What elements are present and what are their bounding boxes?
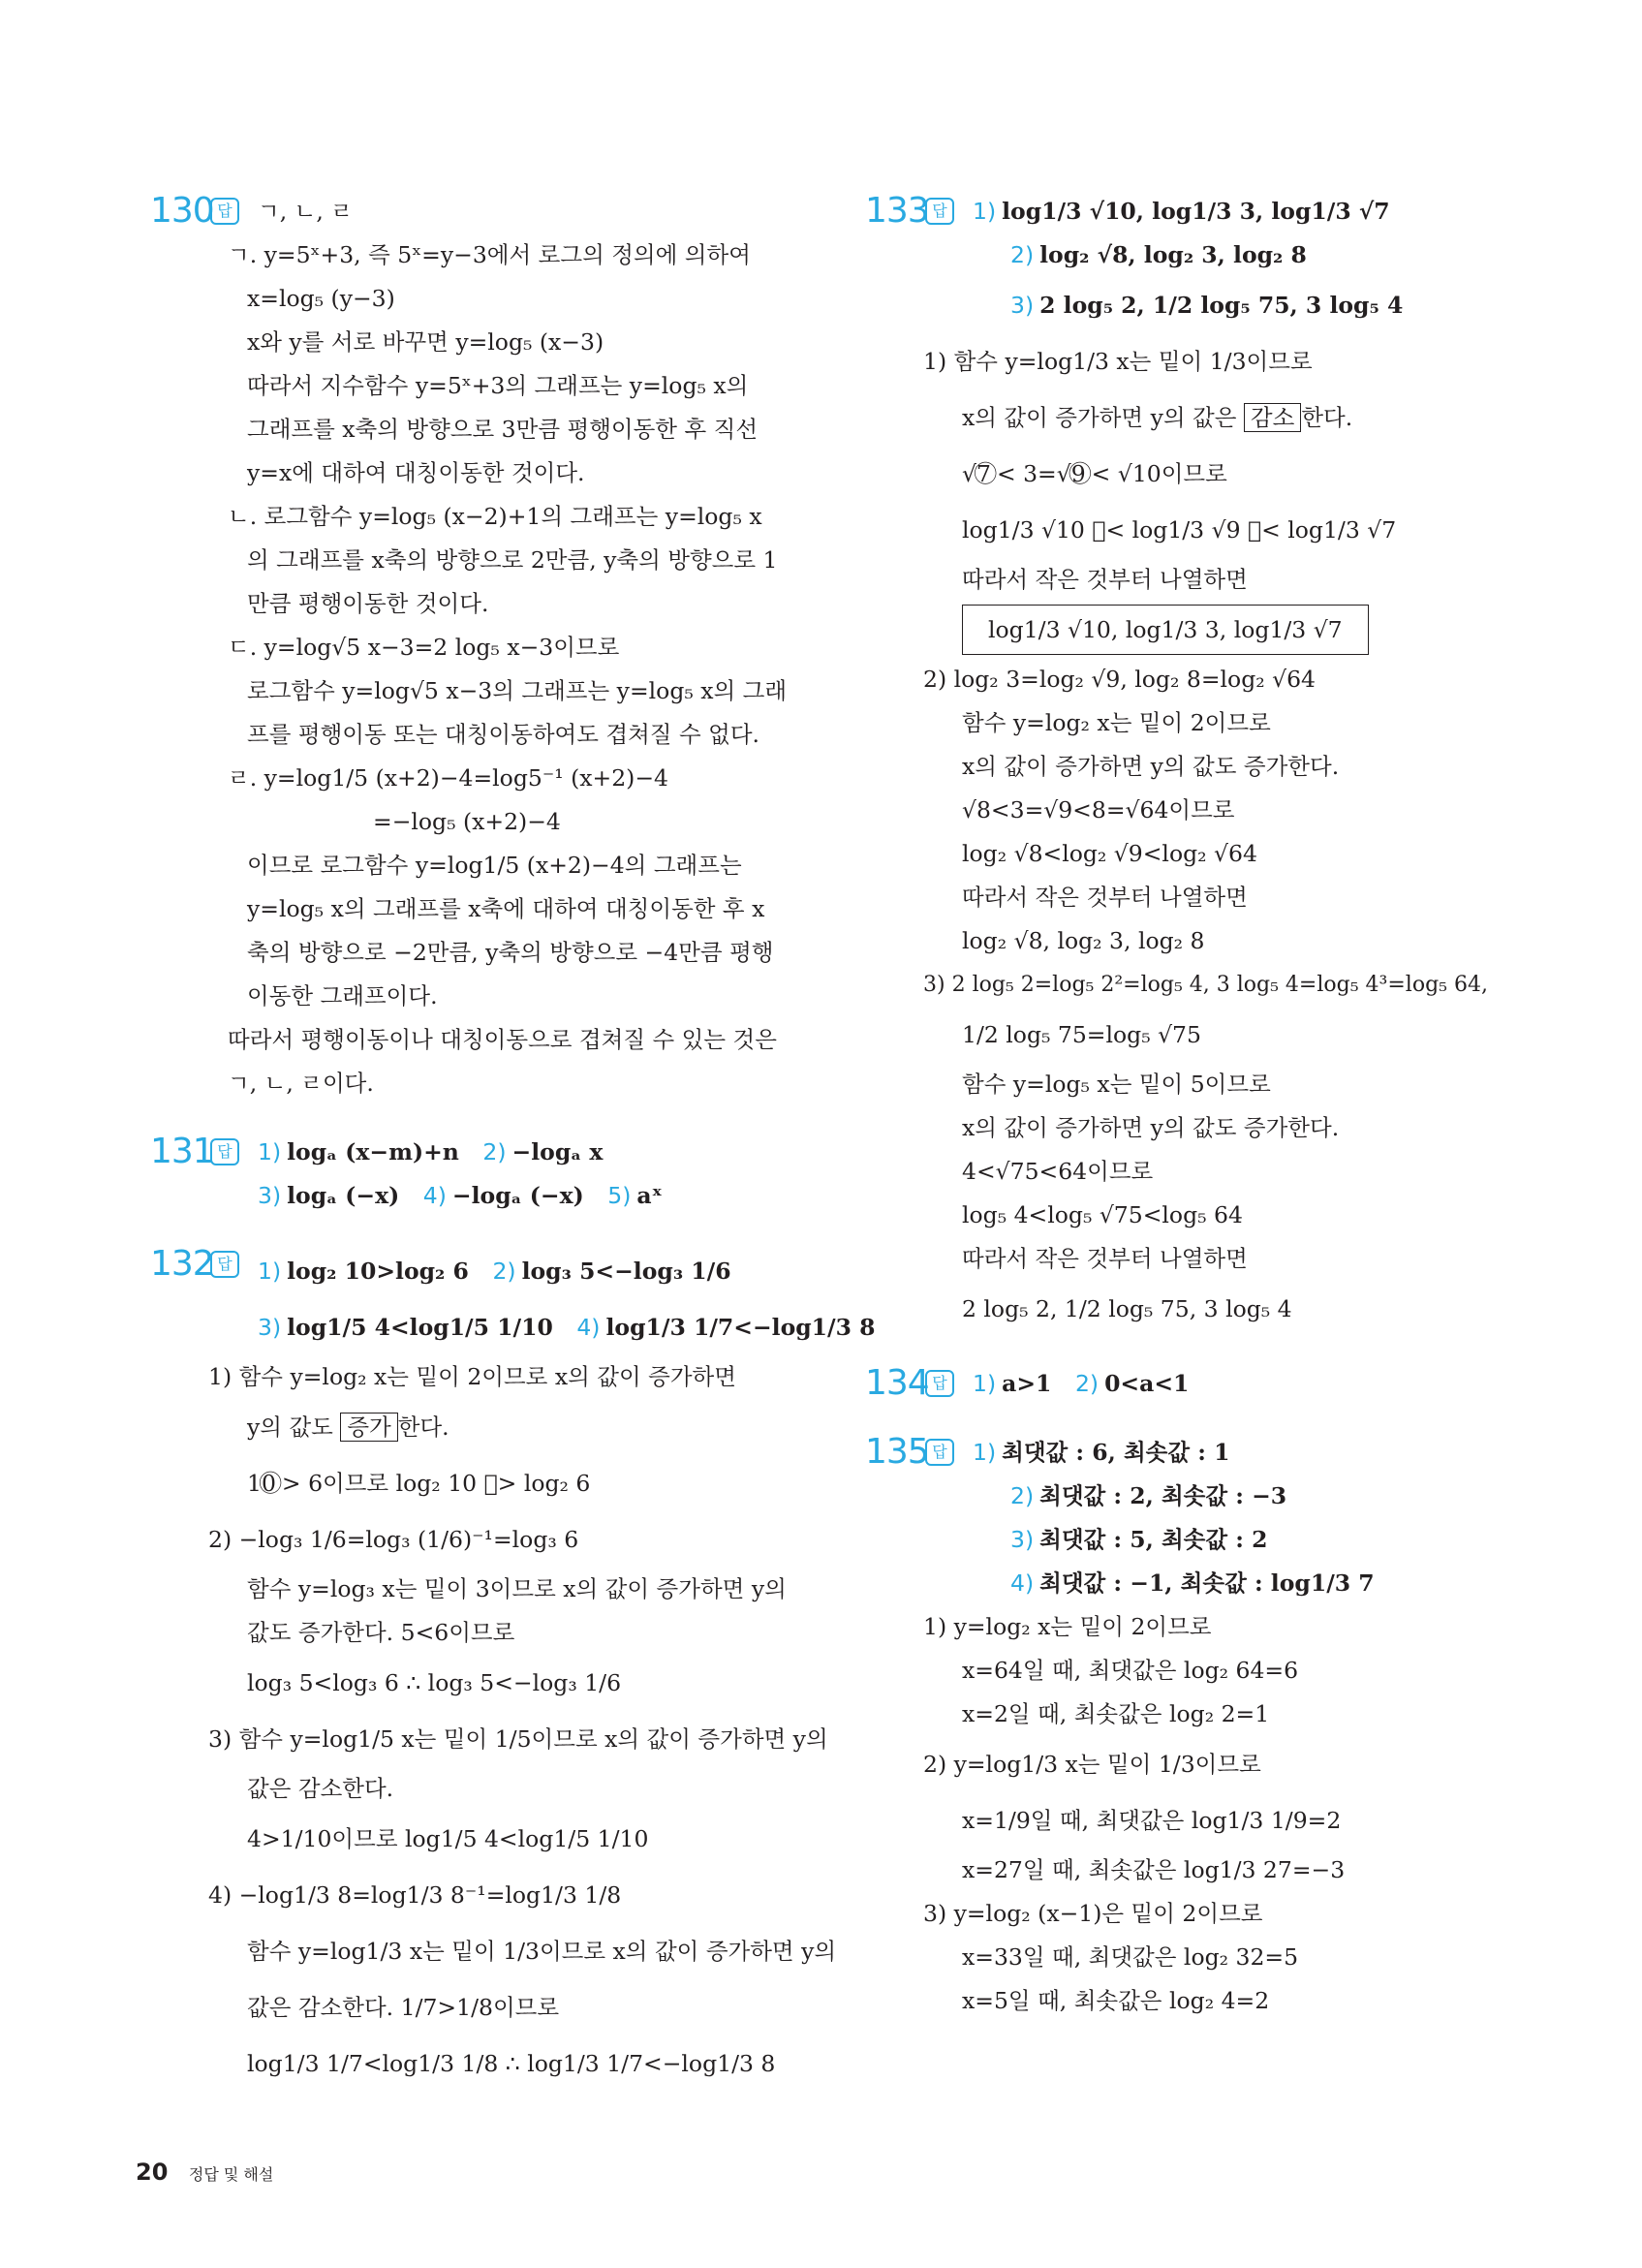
solution-line: log1/3 √10 ⃝< log1/3 √9 ⃝< log1/3 √7: [962, 516, 1397, 544]
boxed-answer: 증가: [340, 1413, 397, 1442]
solution-line: 로그함수 y=log√5 x−3의 그래프는 y=log₅ x의 그래: [247, 677, 788, 704]
right-column: [865, 190, 1504, 2048]
solution-line: 1) y=log₂ x는 밑이 2이므로: [923, 1613, 1212, 1640]
sub-number: 4): [1010, 1569, 1035, 1597]
answer-line: [973, 1431, 1229, 1475]
answer-line: [973, 190, 1390, 233]
solution-line: 따라서 평행이동이나 대칭이동으로 겹쳐질 수 있는 것은: [228, 1026, 777, 1053]
sub-number: 2): [492, 1258, 516, 1285]
solution-line: ㄱ, ㄴ, ㄹ이다.: [228, 1070, 374, 1097]
answer-mark: 답: [210, 1138, 239, 1165]
solution-line: 이므로 로그함수 y=log1/5 (x+2)−4의 그래프는: [247, 852, 742, 879]
solution-line: 10 ⃝> 6이므로 log₂ 10 ⃝> log₂ 6: [247, 1470, 591, 1497]
answer-mark: 답: [925, 1439, 954, 1466]
answer-line: [258, 1131, 603, 1174]
solution-line: =−log₅ (x+2)−4: [373, 808, 561, 835]
answer-text: log1/3 √10, log1/3 3, log1/3 √7: [1002, 198, 1390, 225]
solution-line: x=5일 때, 최솟값은 log₂ 4=2: [962, 1987, 1270, 2014]
footer-label: 정답 및 해설: [188, 2165, 274, 2184]
solution-line: 따라서 작은 것부터 나열하면: [962, 1245, 1248, 1272]
solution-line: [865, 389, 1504, 446]
problem-130: [150, 190, 794, 1105]
sub-number: 2): [1010, 1482, 1035, 1509]
answer-text: log1/5 4<log1/5 1/10: [287, 1314, 553, 1341]
solution-line: log1/3 1/7<log1/3 1/8 ∴ log1/3 1/7<−log1/3 8: [247, 2050, 776, 2077]
solution-line: 프를 평행이동 또는 대칭이동하여도 겹쳐질 수 없다.: [247, 721, 760, 748]
answer-line: [865, 1518, 1504, 1562]
answer-text: 0<a<1: [1104, 1370, 1190, 1397]
answer-text: −logₐ x: [511, 1138, 604, 1165]
problem-number: 132: [150, 1244, 214, 1284]
sub-number: 4): [422, 1182, 447, 1209]
solution-text: 한다.: [397, 1414, 449, 1441]
solution-line: x=33일 때, 최댓값은 log₂ 32=5: [962, 1943, 1299, 1971]
answer-text: −logₐ (−x): [451, 1182, 584, 1209]
sub-number: 2): [1074, 1370, 1100, 1397]
solution-line: 그래프를 x축의 방향으로 3만큼 평행이동한 후 직선: [247, 416, 759, 443]
sub-number: 1): [973, 1439, 997, 1466]
sub-number: 1): [258, 1258, 282, 1285]
solution-line: x=27일 때, 최솟값은 log1/3 27=−3: [962, 1856, 1346, 1883]
sub-number: 2): [1010, 241, 1035, 268]
solution-line: 3) 2 log₅ 2=log₅ 2²=log₅ 4, 3 log₅ 4=log₅ 4³=log₅ 64,: [923, 973, 1488, 997]
solution-line: 이동한 그래프이다.: [247, 982, 438, 1010]
solution-line: log₂ √8<log₂ √9<log₂ √64: [962, 840, 1257, 867]
solution-line: x의 값이 증가하면 y의 값도 증가한다.: [962, 753, 1340, 780]
sub-number: 3): [258, 1182, 282, 1209]
solution-line: 의 그래프를 x축의 방향으로 2만큼, y축의 방향으로 1: [247, 546, 778, 574]
answer-mark: 답: [925, 1370, 954, 1397]
left-column: [150, 190, 876, 2117]
solution-line: x=2일 때, 최솟값은 log₂ 2=1: [962, 1700, 1270, 1727]
solution-line: 3) y=log₂ (x−1)은 밑이 2이므로: [923, 1900, 1263, 1927]
problem-number: 134: [865, 1363, 929, 1403]
solution-line: x와 y를 서로 바꾸면 y=log₅ (x−3): [247, 328, 604, 356]
solution-line: [865, 602, 1504, 658]
solution-line: 3) 함수 y=log1/5 x는 밑이 1/5이므로 x의 값이 증가하면 y의: [208, 1725, 828, 1753]
solution-line: 2) y=log1/3 x는 밑이 1/3이므로: [923, 1751, 1261, 1778]
sub-number: 2): [482, 1138, 507, 1165]
sub-number: 4): [576, 1314, 601, 1341]
solution-line: x=64일 때, 최댓값은 log₂ 64=6: [962, 1657, 1299, 1684]
solution-line: log₃ 5<log₃ 6 ∴ log₃ 5<−log₃ 1/6: [247, 1669, 622, 1696]
answer-text: aˣ: [636, 1182, 663, 1209]
solution-line: x=1/9일 때, 최댓값은 log1/3 1/9=2: [962, 1807, 1342, 1834]
boxed-answer: 감소: [1244, 403, 1301, 432]
answer-line: [973, 1362, 1189, 1406]
solution-line: 4>1/10이므로 log1/5 4<log1/5 1/10: [247, 1825, 649, 1852]
solution-line: 함수 y=log₃ x는 밑이 3이므로 x의 값이 증가하면 y의: [247, 1575, 787, 1602]
problem-131: [150, 1131, 794, 1218]
answer-mark: 답: [925, 198, 954, 225]
answer-text: log₂ 10>log₂ 6: [287, 1258, 469, 1285]
problem-number: 135: [865, 1432, 929, 1472]
solution-line: 2 log₅ 2, 1/2 log₅ 75, 3 log₅ 4: [962, 1295, 1292, 1322]
solution-line: ㄱ. y=5ˣ+3, 즉 5ˣ=y−3에서 로그의 정의에 의하여: [228, 241, 751, 268]
solution-line: √7 ⃝< 3=√9 ⃝< √10이므로: [962, 460, 1227, 487]
solution-text: 한다.: [1301, 404, 1353, 431]
problem-134: [865, 1362, 1504, 1406]
solution-line: 2) −log₃ 1/6=log₃ (1/6)⁻¹=log₃ 6: [208, 1526, 579, 1553]
sub-number: 1): [973, 1370, 997, 1397]
solution-line: 값은 감소한다.: [247, 1775, 394, 1802]
solution-line: 2) log₂ 3=log₂ √9, log₂ 8=log₂ √64: [923, 666, 1317, 693]
answer-text: 2 log₅ 2, 1/2 log₅ 75, 3 log₅ 4: [1039, 292, 1404, 319]
page-number: 20: [136, 2159, 169, 2186]
answer-text: log₂ √8, log₂ 3, log₂ 8: [1039, 241, 1307, 268]
answer-line: [865, 233, 1504, 277]
solution-line: 따라서 작은 것부터 나열하면: [962, 884, 1248, 911]
answer-line: [865, 1562, 1504, 1605]
solution-line: 함수 y=log₂ x는 밑이 2이므로: [962, 709, 1271, 736]
answer-mark: 답: [210, 198, 239, 225]
sub-number: 3): [1010, 1526, 1035, 1553]
boxed-answer: log1/3 √10, log1/3 3, log1/3 √7: [962, 605, 1369, 655]
solution-line: x의 값이 증가하면 y의 값도 증가한다.: [962, 1114, 1340, 1141]
solution-line: 만큼 평행이동한 것이다.: [247, 590, 489, 617]
sub-number: 5): [607, 1182, 632, 1209]
solution-line: 1) 함수 y=log1/3 x는 밑이 1/3이므로: [923, 348, 1313, 375]
sub-number: 1): [258, 1138, 282, 1165]
answer-text: 최댓값 : 6, 최솟값 : 1: [1002, 1439, 1230, 1466]
answer-line: [865, 277, 1504, 333]
answer-text: log1/3 1/7<−log1/3 8: [605, 1314, 876, 1341]
solution-line: 따라서 작은 것부터 나열하면: [962, 566, 1248, 593]
solution-line: log₅ 4<log₅ √75<log₅ 64: [962, 1201, 1243, 1228]
page-footer: [136, 2159, 273, 2186]
sub-number: 3): [1010, 292, 1035, 319]
solution-line: ㄷ. y=log√5 x−3=2 log₅ x−3이므로: [228, 634, 620, 661]
solution-line: log₂ √8, log₂ 3, log₂ 8: [962, 927, 1205, 954]
solution-line: 1) 함수 y=log₂ x는 밑이 2이므로 x의 값이 증가하면: [208, 1363, 736, 1390]
answer-line: [150, 1299, 876, 1355]
solution-line: 4<√75<64이므로: [962, 1158, 1154, 1185]
answer-line: [150, 1174, 794, 1218]
answer-text: 최댓값 : 5, 최솟값 : 2: [1039, 1526, 1268, 1553]
solution-line: 함수 y=log1/3 x는 밑이 1/3이므로 x의 값이 증가하면 y의: [247, 1938, 837, 1965]
sub-number: 1): [973, 198, 997, 225]
solution-line: 4) −log1/3 8=log1/3 8⁻¹=log1/3 1/8: [208, 1881, 622, 1909]
solution-line: x=log₅ (y−3): [247, 285, 395, 312]
solution-line: y=x에 대하여 대칭이동한 것이다.: [247, 459, 585, 486]
problem-135: [865, 1431, 1504, 2023]
solution-line: 1/2 log₅ 75=log₅ √75: [962, 1021, 1201, 1048]
solution-line: ㄹ. y=log1/5 (x+2)−4=log5⁻¹ (x+2)−4: [228, 764, 668, 792]
problem-number: 130: [150, 191, 214, 231]
answer: ㄱ, ㄴ, ㄹ: [258, 198, 353, 225]
problem-number: 131: [150, 1132, 214, 1171]
problem-number: 133: [865, 191, 929, 231]
answer-text: 최댓값 : −1, 최솟값 : log1/3 7: [1039, 1569, 1375, 1597]
solution-line: [150, 1399, 794, 1455]
problem-132: [150, 1243, 876, 2092]
solution-line: 함수 y=log₅ x는 밑이 5이므로: [962, 1071, 1271, 1098]
solution-line: 따라서 지수함수 y=5ˣ+3의 그래프는 y=log₅ x의: [247, 372, 749, 399]
answer-line: [258, 1243, 731, 1299]
answer-text: log₃ 5<−log₃ 1/6: [521, 1258, 731, 1285]
solution-text: x의 값이 증가하면 y의 값은: [962, 404, 1237, 431]
solution-line: 값도 증가한다. 5<6이므로: [247, 1619, 515, 1646]
answer-text: a>1: [1002, 1370, 1052, 1397]
solution-line: y=log₅ x의 그래프를 x축에 대하여 대칭이동한 후 x: [247, 895, 765, 922]
answer-text: logₐ (x−m)+n: [287, 1138, 459, 1165]
answer-text: logₐ (−x): [287, 1182, 400, 1209]
solution-line: 축의 방향으로 −2만큼, y축의 방향으로 −4만큼 평행: [247, 939, 774, 966]
sub-number: 3): [258, 1314, 282, 1341]
answer-line: [865, 1475, 1504, 1518]
solution-line: √8<3=√9<8=√64이므로: [962, 796, 1235, 823]
answer-text: 최댓값 : 2, 최솟값 : −3: [1039, 1482, 1287, 1509]
solution-text: y의 값도: [247, 1414, 333, 1441]
answer-mark: 답: [210, 1251, 239, 1278]
solution-line: ㄴ. 로그함수 y=log₅ (x−2)+1의 그래프는 y=log₅ x: [228, 503, 762, 530]
problem-133: [865, 190, 1504, 1337]
solution-line: 값은 감소한다. 1/7>1/8이므로: [247, 1994, 560, 2021]
